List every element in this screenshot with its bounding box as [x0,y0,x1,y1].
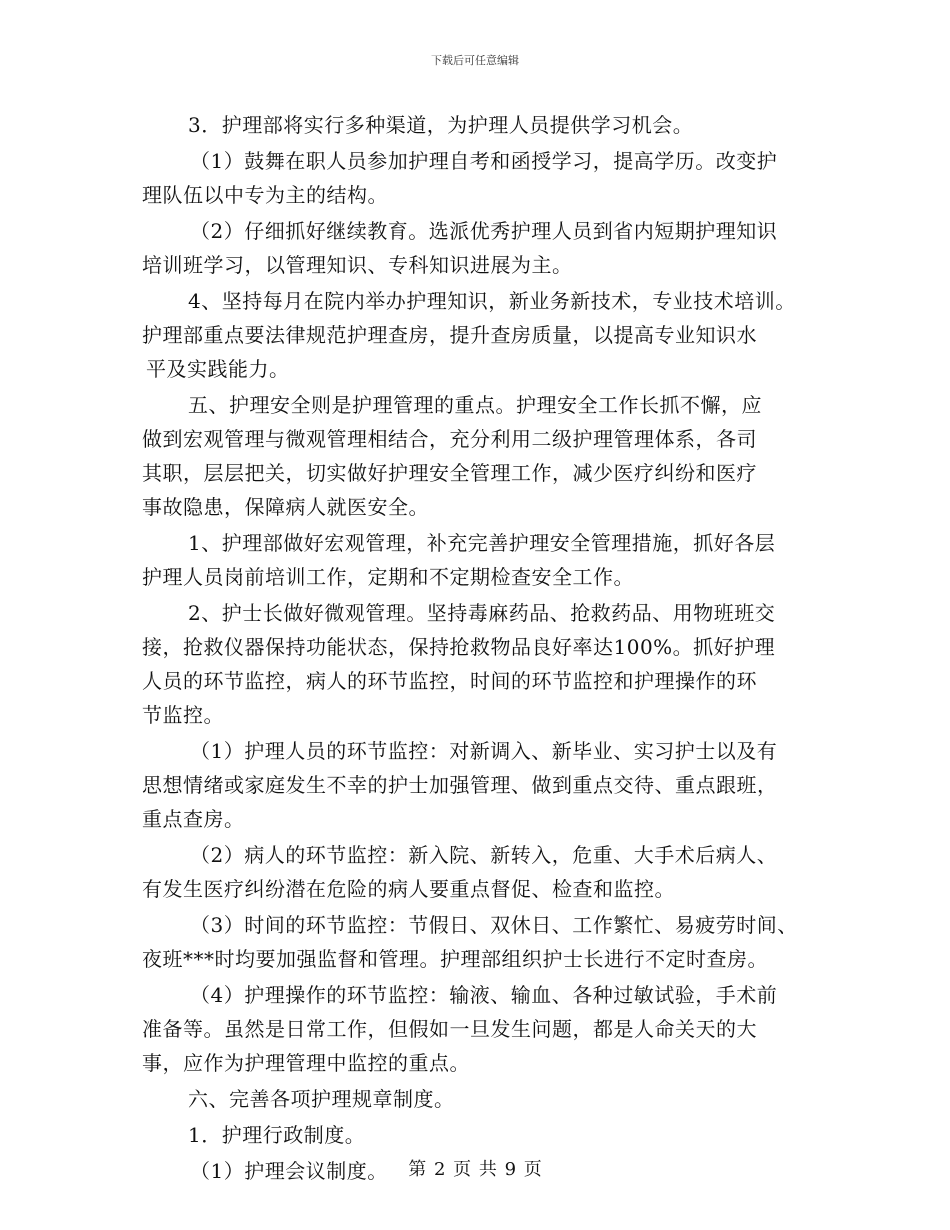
page-header: 下载后可任意编辑 [431,54,519,67]
paragraph-line: 护理人员岗前培训工作，定期和不定期检查安全工作。 [142,565,634,589]
paragraph-line: 接，抢救仪器保持功能状态，保持抢救物品良好率达100%。抓好护理 [142,635,776,659]
list-item: （1）护理会议制度。 [190,1159,388,1183]
paragraph-line: 节监控。 [142,703,224,727]
paragraph-line: 有发生医疗纠纷潜在危险的病人要重点督促、检查和监控。 [142,877,675,901]
subsection-heading: 1．护理行政制度。 [188,1123,366,1147]
paragraph-line: 夜班***时均要加强监督和管理。护理部组织护士长进行不定时查房。 [142,947,768,971]
paragraph-line: 3．护理部将实行多种渠道，为护理人员提供学习机会。 [188,113,694,137]
paragraph-line: 人员的环节监控，病人的环节监控，时间的环节监控和护理操作的环 [142,669,757,693]
paragraph-line: 培训班学习，以管理知识、专科知识进展为主。 [142,253,573,277]
paragraph-line: 1、护理部做好宏观管理，补充完善护理安全管理措施，抓好各层 [188,531,776,555]
page-number-footer: 第 2 页 共 9 页 [408,1159,542,1180]
paragraph-line: 思想情绪或家庭发生不幸的护士加强管理、做到重点交待、重点跟班， [142,773,778,797]
paragraph-line: 事故隐患，保障病人就医安全。 [142,495,429,519]
paragraph-line: 其职，层层把关，切实做好护理安全管理工作，减少医疗纠纷和医疗 [142,461,757,485]
paragraph-line: 2、护士长做好微观管理。坚持毒麻药品、抢救药品、用物班班交 [188,601,776,625]
paragraph-line: 4、坚持每月在院内举办护理知识，新业务新技术，专业技术培训。 [188,289,796,313]
paragraph-line: 五、护理安全则是护理管理的重点。护理安全工作长抓不懈，应 [188,393,762,417]
paragraph-line: 重点查房。 [142,807,245,831]
paragraph-line: 事，应作为护理管理中监控的重点。 [142,1051,470,1075]
paragraph-line: 平及实践能力。 [146,357,290,381]
document-body [142,108,832,1188]
section-heading: 六、完善各项护理规章制度。 [188,1087,455,1111]
paragraph-line: 护理部重点要法律规范护理查房，提升查房质量，以提高专业知识水 [142,323,757,347]
paragraph-line: 准备等。虽然是日常工作，但假如一旦发生问题，都是人命关天的大 [142,1017,757,1041]
paragraph-line: （4）护理操作的环节监控：输液、输血、各种过敏试验，手术前 [190,983,778,1007]
paragraph-line: 做到宏观管理与微观管理相结合，充分利用二级护理管理体系，各司 [142,427,757,451]
paragraph-line: （3）时间的环节监控：节假日、双休日、工作繁忙、易疲劳时间、 [190,913,798,937]
paragraph-line: 理队伍以中专为主的结构。 [142,183,388,207]
paragraph-line: （2）仔细抓好继续教育。选派优秀护理人员到省内短期护理知识 [190,219,778,243]
paragraph-line: （2）病人的环节监控：新入院、新转入，危重、大手术后病人、 [190,843,778,867]
paragraph-line: （1）鼓舞在职人员参加护理自考和函授学习，提高学历。改变护 [190,149,778,173]
paragraph-line: （1）护理人员的环节监控：对新调入、新毕业、实习护士以及有 [190,739,778,763]
